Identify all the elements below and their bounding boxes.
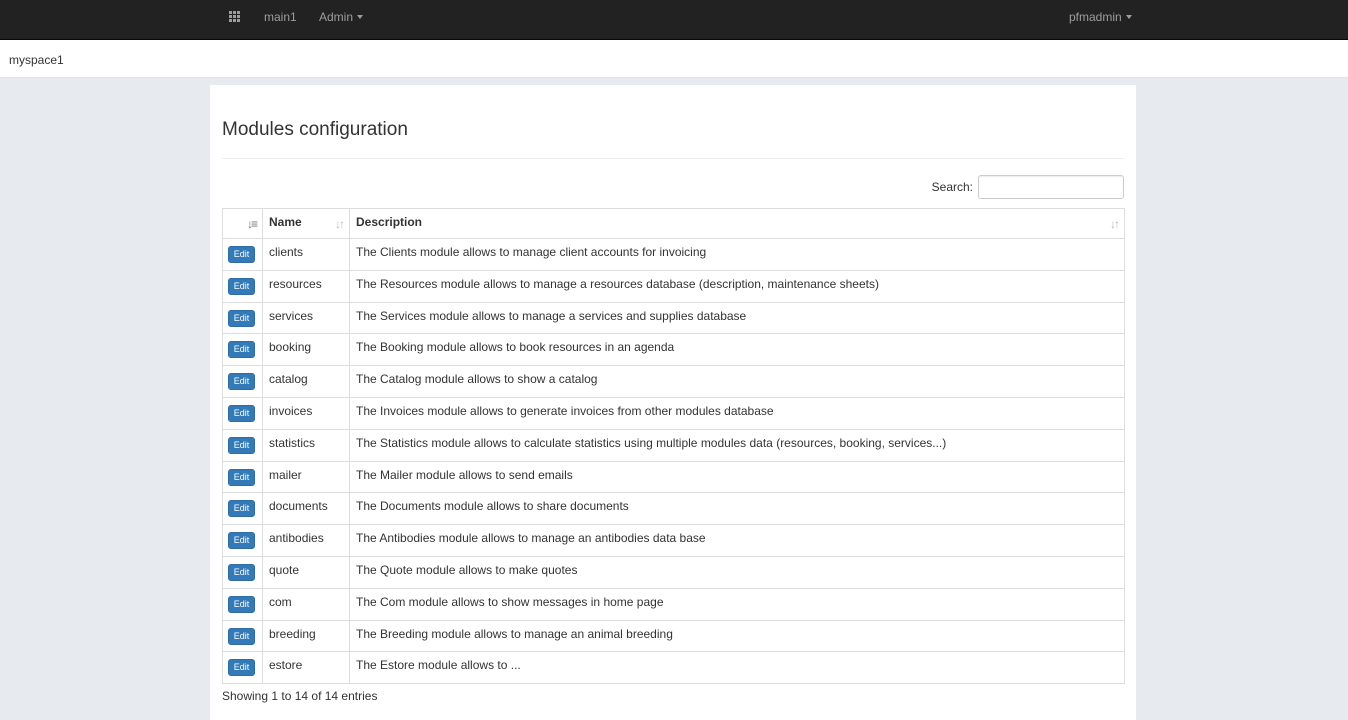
table-row	[223, 525, 1125, 557]
edit-cell	[223, 302, 263, 334]
chevron-down-icon	[1126, 15, 1132, 19]
chevron-down-icon	[357, 15, 363, 19]
module-description: The Documents module allows to share documents	[350, 493, 1125, 525]
module-description: The Quote module allows to make quotes	[350, 556, 1125, 588]
edit-cell	[223, 429, 263, 461]
table-row	[223, 588, 1125, 620]
modules-table	[222, 208, 1125, 684]
module-name: statistics	[263, 429, 350, 461]
module-description: The Invoices module allows to generate invoices from other modules database	[350, 397, 1125, 429]
user-menu-label: pfmadmin	[1069, 10, 1122, 24]
module-name: estore	[263, 652, 350, 684]
nav-admin-menu[interactable]	[319, 10, 363, 24]
module-name: clients	[263, 239, 350, 271]
edit-cell	[223, 270, 263, 302]
edit-button[interactable]: Edit	[228, 532, 255, 549]
column-header-name[interactable]	[263, 209, 350, 239]
column-header-description-label: Description	[356, 215, 423, 229]
admin-menu-label: Admin	[319, 10, 354, 24]
edit-button[interactable]: Edit	[228, 246, 255, 263]
module-description: The Services module allows to manage a services and supplies database	[350, 302, 1125, 334]
edit-cell	[223, 239, 263, 271]
module-name: invoices	[263, 397, 350, 429]
edit-button[interactable]: Edit	[228, 469, 255, 486]
edit-button[interactable]: Edit	[228, 310, 255, 327]
edit-cell	[223, 461, 263, 493]
table-row	[223, 302, 1125, 334]
column-header-name-label: Name	[269, 215, 302, 229]
edit-cell	[223, 652, 263, 684]
table-row	[223, 652, 1125, 684]
module-name: booking	[263, 334, 350, 366]
module-name: catalog	[263, 366, 350, 398]
table-row	[223, 620, 1125, 652]
edit-button[interactable]: Edit	[228, 659, 255, 676]
table-body	[223, 239, 1125, 684]
module-description: The Breeding module allows to manage an animal breeding	[350, 620, 1125, 652]
title-divider	[222, 158, 1124, 159]
column-header-description[interactable]	[350, 209, 1125, 239]
table-row	[223, 429, 1125, 461]
module-name: antibodies	[263, 525, 350, 557]
module-description: The Statistics module allows to calculate statistics using multiple modules data (resources, booking, services...)	[350, 429, 1125, 461]
edit-button[interactable]: Edit	[228, 373, 255, 390]
table-row	[223, 366, 1125, 398]
module-name: com	[263, 588, 350, 620]
module-name: documents	[263, 493, 350, 525]
main-panel	[210, 85, 1136, 720]
nav-link-space[interactable]: main1	[264, 10, 297, 24]
module-description: The Antibodies module allows to manage an antibodies data base	[350, 525, 1125, 557]
module-name: mailer	[263, 461, 350, 493]
sort-both-icon: ↓↑	[1110, 217, 1118, 231]
edit-button[interactable]: Edit	[228, 628, 255, 645]
table-row	[223, 493, 1125, 525]
module-description: The Booking module allows to book resources in an agenda	[350, 334, 1125, 366]
edit-button[interactable]: Edit	[228, 405, 255, 422]
edit-cell	[223, 556, 263, 588]
table-row	[223, 239, 1125, 271]
edit-button[interactable]: Edit	[228, 278, 255, 295]
module-description: The Com module allows to show messages in home page	[350, 588, 1125, 620]
column-header-actions[interactable]	[223, 209, 263, 239]
table-search	[932, 175, 1124, 199]
edit-cell	[223, 366, 263, 398]
grid-apps-icon[interactable]	[229, 11, 240, 22]
module-name: services	[263, 302, 350, 334]
top-navbar	[0, 0, 1348, 40]
edit-button[interactable]: Edit	[228, 341, 255, 358]
module-name: breeding	[263, 620, 350, 652]
sort-both-icon: ↓↑	[335, 217, 343, 231]
edit-button[interactable]: Edit	[228, 564, 255, 581]
search-label: Search:	[931, 180, 973, 194]
table-header-row	[223, 209, 1125, 239]
edit-cell	[223, 525, 263, 557]
search-input[interactable]	[978, 175, 1124, 199]
table-row	[223, 556, 1125, 588]
module-description: The Resources module allows to manage a resources database (description, maintenance sheets)	[350, 270, 1125, 302]
table-row	[223, 334, 1125, 366]
module-name: quote	[263, 556, 350, 588]
edit-cell	[223, 493, 263, 525]
edit-button[interactable]: Edit	[228, 437, 255, 454]
table-info: Showing 1 to 14 of 14 entries	[222, 689, 378, 703]
sort-ascending-icon: ↓≡	[246, 217, 256, 231]
table-row	[223, 397, 1125, 429]
module-description: The Clients module allows to manage client accounts for invoicing	[350, 239, 1125, 271]
space-bar	[0, 40, 1348, 78]
edit-cell	[223, 397, 263, 429]
nav-user-menu[interactable]	[1069, 10, 1132, 24]
table-row	[223, 461, 1125, 493]
module-description: The Catalog module allows to show a catalog	[350, 366, 1125, 398]
page-title: Modules configuration	[222, 119, 408, 140]
edit-cell	[223, 588, 263, 620]
table-row	[223, 270, 1125, 302]
module-description: The Estore module allows to ...	[350, 652, 1125, 684]
module-name: resources	[263, 270, 350, 302]
edit-cell	[223, 620, 263, 652]
module-description: The Mailer module allows to send emails	[350, 461, 1125, 493]
edit-cell	[223, 334, 263, 366]
edit-button[interactable]: Edit	[228, 500, 255, 517]
space-title[interactable]: myspace1	[9, 53, 64, 67]
edit-button[interactable]: Edit	[228, 596, 255, 613]
